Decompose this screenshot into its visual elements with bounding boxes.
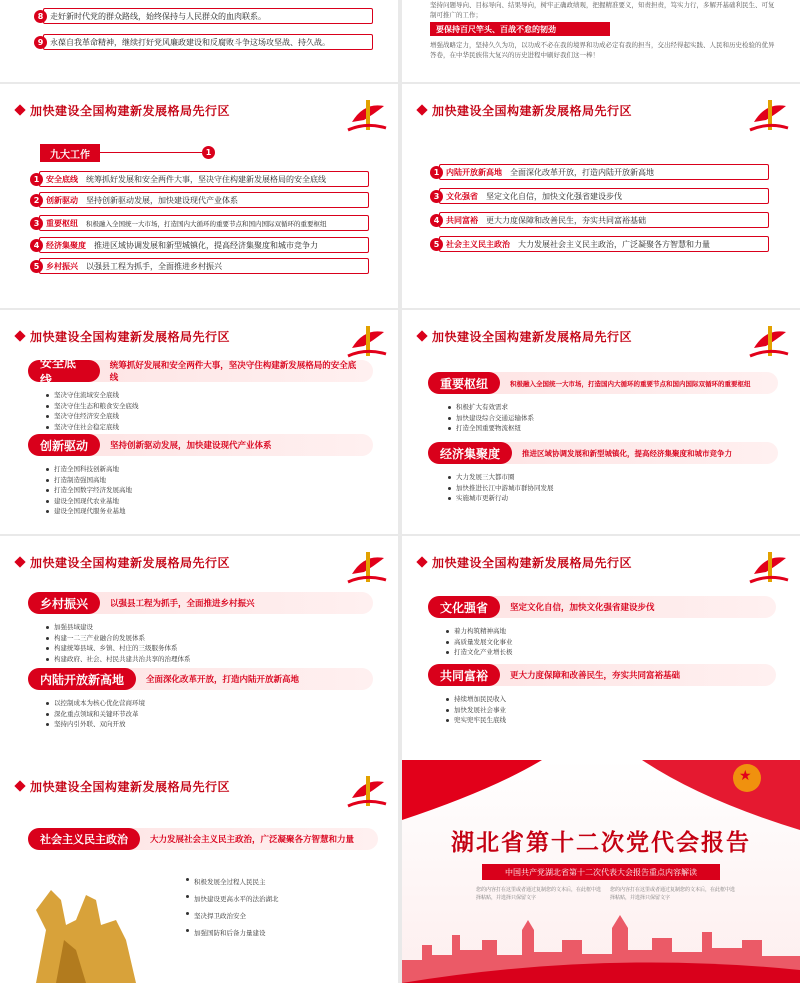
slide-title: 加快建设全国构建新发展格局先行区 <box>432 103 633 118</box>
list-item: 坚决守住流域安全底线 <box>46 390 139 401</box>
paragraph: 坚持问题导向、目标导向、结果导向，树牢正确政绩观，把握精准要义，知责担责，笃实力行，多解开基础利民生、可复制可推广的工作； <box>430 1 775 19</box>
item-text: 走好新时代党的群众路线，始终保持与人民群众的血肉联系。 <box>43 8 373 24</box>
slide-header <box>16 552 230 572</box>
topic-tag: 重要枢纽 <box>428 372 500 394</box>
item-text: 全面深化改革开放，打造内陆开放新高地 <box>510 167 654 177</box>
topic-desc: 坚定文化自信，加快文化强省建设步伐 <box>510 603 655 613</box>
item-number: 5 <box>430 238 443 251</box>
topic-banner <box>28 592 373 614</box>
item-number: 4 <box>430 214 443 227</box>
bullet-list <box>186 874 279 942</box>
item-text: 积极融入全国统一大市场，打造国内大循环的重要节点和国内国际双循环的重要枢纽 <box>86 219 327 228</box>
topic-tag: 共同富裕 <box>428 664 500 686</box>
list-item: 加快建设综合交通运输体系 <box>448 413 534 424</box>
item-number: 1 <box>430 166 443 179</box>
slide-header <box>16 776 230 796</box>
list-item: 高质量发展文化事业 <box>446 637 513 648</box>
list-item: 深化重点领域和关键环节改革 <box>46 709 145 720</box>
list-item <box>34 8 373 24</box>
bullet-list <box>448 402 534 434</box>
slide-resilience[interactable] <box>402 0 800 82</box>
item-text: 永葆自我革命精神，继续打好党风廉政建设和反腐败斗争这场攻坚战、持久战。 <box>43 34 373 50</box>
list-item: 打造全国数字经济发展高地 <box>46 485 132 496</box>
list-item: 加强国防和后备力量建设 <box>186 925 279 942</box>
diamond-bullet-icon <box>14 330 25 341</box>
slide-header <box>418 100 632 120</box>
topic-tag: 乡村振兴 <box>28 592 100 614</box>
statue-image <box>6 870 156 983</box>
item-number: 8 <box>34 10 47 23</box>
list-item: 加快发展社会事业 <box>446 705 506 716</box>
diamond-bullet-icon <box>14 556 25 567</box>
slide-nine-tasks[interactable] <box>0 84 398 308</box>
list-item: 加快推进长江中游城市群协同发展 <box>448 483 554 494</box>
topic-desc: 坚持创新驱动发展，加快建设现代产业体系 <box>110 441 272 451</box>
list-item: 坚决守住社会稳定底线 <box>46 422 139 433</box>
slide-title: 加快建设全国构建新发展格局先行区 <box>432 329 633 344</box>
section-label: 九大工作 <box>40 144 100 162</box>
topic-tag: 文化强省 <box>428 596 500 618</box>
item-text: 坚持创新驱动发展，加快建设现代产业体系 <box>86 195 238 205</box>
topic-banner <box>428 664 776 686</box>
placeholder-text: 您的内容打在这里或者通过复制您的文本后，在此框中选择粘贴，并选择只保留文字 <box>476 887 602 901</box>
list-item <box>430 236 769 252</box>
item-keyword: 内陆开放新高地 <box>446 167 502 177</box>
item-text: 以强县工程为抓手，全面推进乡村振兴 <box>86 261 222 271</box>
item-keyword: 文化强省 <box>446 191 478 201</box>
flag-torch-icon <box>746 318 790 362</box>
item-number: 4 <box>30 239 43 252</box>
topic-tag: 安全底线 <box>28 360 100 382</box>
topic-desc: 更大力度保障和改善民生，夯实共同富裕基础 <box>510 671 681 681</box>
list-item <box>430 164 769 180</box>
slide-hub-agglomeration[interactable] <box>402 310 800 534</box>
slide-democracy[interactable] <box>0 760 398 983</box>
list-item: 着力构筑精神高地 <box>446 626 513 637</box>
item-text: 更大力度保障和改善民生，夯实共同富裕基础 <box>486 215 646 225</box>
diamond-bullet-icon <box>14 104 25 115</box>
bullet-list <box>46 464 132 517</box>
list-item <box>34 34 373 50</box>
item-number: 1 <box>30 173 43 186</box>
bullet-list <box>46 698 145 730</box>
topic-tag: 内陆开放新高地 <box>28 668 136 690</box>
topic-desc: 全面深化改革开放，打造内陆开放新高地 <box>146 675 300 685</box>
flag-torch-icon <box>344 768 388 812</box>
slide-rural-opening[interactable] <box>0 536 398 760</box>
list-item: 打造文化产业增长极 <box>446 647 513 658</box>
divider <box>100 152 202 153</box>
item-keyword: 社会主义民主政治 <box>446 239 510 249</box>
list-item: 坚决捍卫政治安全 <box>186 908 279 925</box>
list-item: 打造制造强国高地 <box>46 475 132 486</box>
slide-header <box>418 326 632 346</box>
item-number: 2 <box>30 194 43 207</box>
city-skyline <box>402 910 800 983</box>
list-item <box>30 171 369 187</box>
list-item: 坚决守住经济安全底线 <box>46 411 139 422</box>
bullet-list <box>46 390 139 432</box>
topic-banner <box>428 372 778 394</box>
flag-torch-icon <box>344 544 388 588</box>
list-item: 建设全国现代服务业基地 <box>46 506 132 517</box>
placeholder-text: 您的内容打在这里或者通过复制您的文本后，在此框中选择粘贴，并选择只保留文字 <box>610 887 736 901</box>
list-item: 积极扩大有效需求 <box>448 402 534 413</box>
item-number: 3 <box>30 217 43 230</box>
list-item: 持续增加民民收入 <box>446 694 506 705</box>
slide-nine-tasks-2[interactable] <box>402 84 800 308</box>
list-item <box>30 215 369 231</box>
slide-title: 加快建设全国构建新发展格局先行区 <box>30 779 231 794</box>
section-heading: 要保持百尺竿头、百战不怠的韧劲 <box>430 22 610 36</box>
item-number: 9 <box>34 36 47 49</box>
topic-desc: 大力发展社会主义民主政治，广泛凝聚各方智慧和力量 <box>150 835 355 845</box>
list-item: 构建政府、社会、村民共建共治共享的治理体系 <box>46 654 191 665</box>
slide-cover[interactable] <box>402 760 800 983</box>
item-number: 3 <box>430 190 443 203</box>
list-item: 打造全国重要物流枢纽 <box>448 423 534 434</box>
item-keyword: 乡村振兴 <box>46 261 78 271</box>
list-item: 实施城市更新行动 <box>448 493 554 504</box>
list-item: 加强县域建设 <box>46 622 191 633</box>
flag-torch-icon <box>746 92 790 136</box>
topic-tag: 创新驱动 <box>28 434 100 456</box>
slide-title: 加快建设全国构建新发展格局先行区 <box>30 329 231 344</box>
star-icon: ★ <box>739 768 752 784</box>
diamond-bullet-icon <box>14 780 25 791</box>
topic-desc: 统筹抓好发展和安全两件大事，坚决守住构建新发展格局的安全底线 <box>109 361 357 383</box>
slide-security-innovation[interactable] <box>0 310 398 534</box>
item-text: 推进区域协调发展和新型城镇化，提高经济集聚度和城市竞争力 <box>94 240 318 250</box>
section-number: 1 <box>202 146 215 159</box>
bullet-list <box>446 694 506 726</box>
item-keyword: 共同富裕 <box>446 215 478 225</box>
list-item: 建设全国现代农业基地 <box>46 496 132 507</box>
list-item: 构建统筹县域、乡镇、村庄的三级服务体系 <box>46 643 191 654</box>
topic-banner <box>428 596 776 618</box>
list-item <box>430 188 769 204</box>
slide-header <box>16 100 230 120</box>
slide-header <box>418 552 632 572</box>
item-keyword: 重要枢纽 <box>46 218 78 228</box>
list-item: 坚决守住生态和粮食安全底线 <box>46 401 139 412</box>
topic-banner <box>28 668 373 690</box>
flag-torch-icon <box>344 92 388 136</box>
list-item: 以控制成本为核心优化营商环境 <box>46 698 145 709</box>
list-item <box>30 237 369 253</box>
item-keyword: 经济集聚度 <box>46 240 86 250</box>
list-item: 大力发展三大都市圈 <box>448 472 554 483</box>
list-item <box>30 258 369 274</box>
bullet-list <box>448 472 554 504</box>
diamond-bullet-icon <box>416 104 427 115</box>
list-item <box>30 192 369 208</box>
item-keyword: 创新驱动 <box>46 195 78 205</box>
item-keyword: 安全底线 <box>46 174 78 184</box>
topic-tag: 社会主义民主政治 <box>28 828 140 850</box>
topic-desc: 积极融入全国统一大市场，打造国内大循环的重要节点和国内国际双循环的重要枢纽 <box>510 379 751 388</box>
slide-culture-prosperity[interactable] <box>402 536 800 760</box>
slide-title: 加快建设全国构建新发展格局先行区 <box>432 555 633 570</box>
list-item: 兜实兜牢民生底线 <box>446 715 506 726</box>
diamond-bullet-icon <box>416 330 427 341</box>
list-item: 加快建设更高水平的法治湖北 <box>186 891 279 908</box>
diamond-bullet-icon <box>416 556 427 567</box>
item-number: 5 <box>30 260 43 273</box>
topic-tag: 经济集聚度 <box>428 442 512 464</box>
list-item: 积极发展全过程人民民主 <box>186 874 279 891</box>
list-item <box>430 212 769 228</box>
item-text: 坚定文化自信，加快文化强省建设步伐 <box>486 191 622 201</box>
topic-banner <box>28 356 373 387</box>
topic-banner <box>28 434 373 456</box>
topic-desc: 以强县工程为抓手，全面推进乡村振兴 <box>110 599 255 609</box>
slide-party-tasks-end[interactable] <box>0 0 398 82</box>
topic-banner <box>428 442 778 464</box>
slide-title: 加快建设全国构建新发展格局先行区 <box>30 555 231 570</box>
flag-torch-icon <box>746 544 790 588</box>
list-item: 坚持内引外联、双向开放 <box>46 719 145 730</box>
flag-torch-icon <box>344 318 388 362</box>
item-text: 大力发展社会主义民主政治，广泛凝聚各方智慧和力量 <box>518 239 710 249</box>
slide-title: 加快建设全国构建新发展格局先行区 <box>30 103 231 118</box>
topic-desc: 推进区域协调发展和新型城镇化，提高经济集聚度和城市竞争力 <box>522 448 733 458</box>
topic-banner <box>28 828 378 850</box>
bullet-list <box>46 622 191 664</box>
cover-subtitle: 中国共产党湖北省第十二次代表大会报告重点内容解读 <box>482 864 720 880</box>
cover-title: 湖北省第十二次党代会报告 <box>451 830 751 856</box>
list-item: 打造全国科技创新高地 <box>46 464 132 475</box>
paragraph: 增强战略定力，坚持久久为功，以功成不必在我的境界和功成必定有我的担当，交出经得起实践、人民和历史检验的优异答卷，在中华民族伟大复兴的历史进程中刷好我们这一棒！ <box>430 41 775 59</box>
item-text: 统筹抓好发展和安全两件大事，坚决守住构建新发展格局的安全底线 <box>86 174 326 184</box>
slide-header <box>16 326 230 346</box>
list-item: 构建一二三产业融合的发展体系 <box>46 633 191 644</box>
bullet-list <box>446 626 513 658</box>
